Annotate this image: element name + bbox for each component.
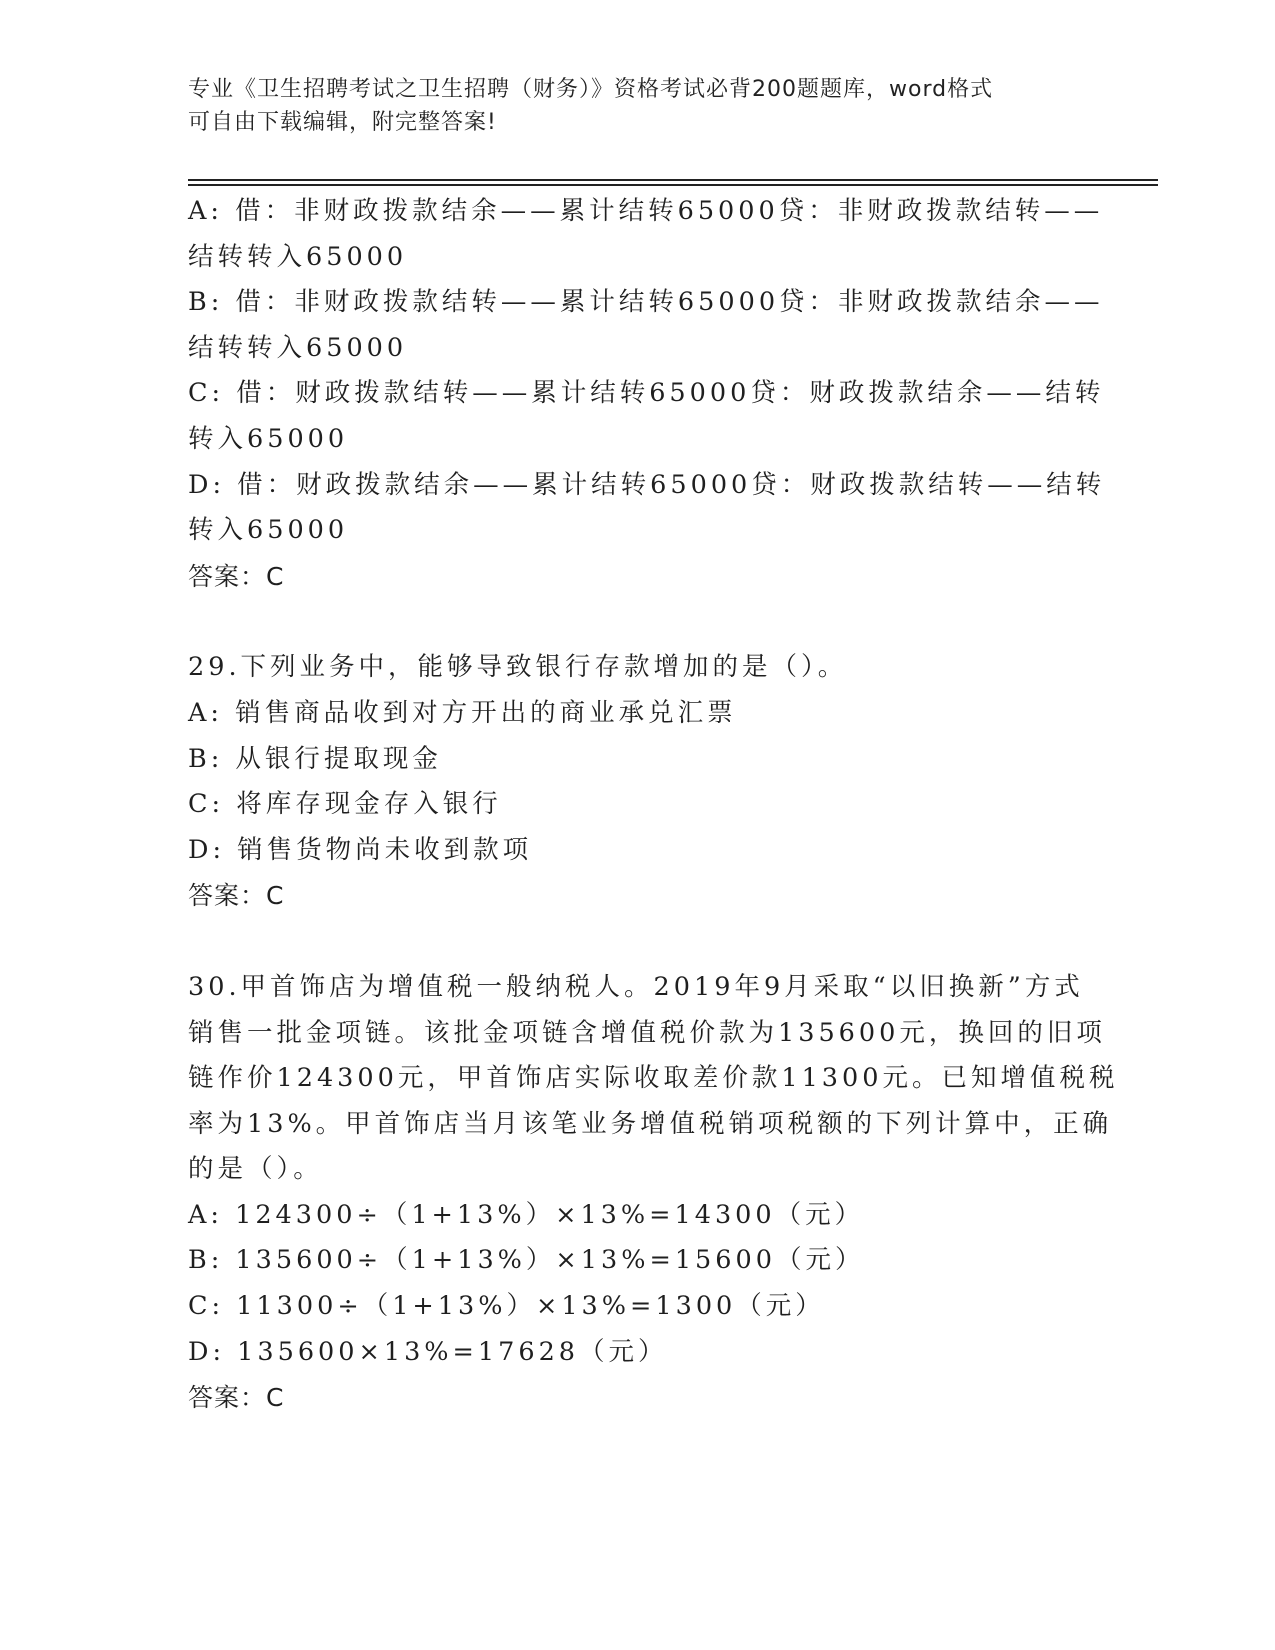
q30-option-b: B: 135600÷（1+13%）×13%=15600（元） xyxy=(188,1245,865,1276)
q30-option-c: C: 11300÷（1+13%）×13%=1300（元） xyxy=(188,1291,825,1322)
q29-option-d: D: 销售货物尚未收到款项 xyxy=(188,834,533,865)
q30-stem-line-1: 30.甲首饰店为增值税一般纳税人。2019年9月采取“以旧换新”方式 xyxy=(188,971,1084,1002)
q29-option-b: B: 从银行提取现金 xyxy=(188,743,442,774)
question-30 xyxy=(188,965,1119,1421)
spacer xyxy=(188,599,1088,645)
q28-option-d-line-2: 转入65000 xyxy=(188,515,349,546)
q28-option-c-line-1: C: 借：财政拨款结转——累计结转65000贷：财政拨款结余——结转 xyxy=(188,378,1105,409)
q28-option-a-line-1: A: 借：非财政拨款结余——累计结转65000贷：非财政拨款结转—— xyxy=(188,196,1104,226)
document-header xyxy=(188,73,1088,139)
q30-stem-line-3: 链作价124300元，甲首饰店实际收取差价款11300元。已知增值税税 xyxy=(188,1063,1119,1094)
q30-option-a: A: 124300÷（1+13%）×13%=14300（元） xyxy=(188,1199,865,1230)
header-divider-top xyxy=(188,179,1158,181)
q28-option-a-line-2: 结转转入65000 xyxy=(188,241,408,272)
q30-stem-line-2: 销售一批金项链。该批金项链含增值税价款为135600元，换回的旧项 xyxy=(188,1017,1106,1048)
q28-option-c-line-2: 转入65000 xyxy=(188,423,349,454)
question-29 xyxy=(188,645,1088,919)
header-divider-bottom xyxy=(188,184,1158,186)
header-title-line-2: 可自由下载编辑，附完整答案! xyxy=(188,110,497,135)
q30-stem-line-4: 率为13%。甲首饰店当月该笔业务增值税销项税额的下列计算中，正确 xyxy=(188,1108,1113,1139)
q29-stem: 29.下列业务中，能够导致银行存款增加的是（）。 xyxy=(188,652,848,683)
header-title-line-1: 专业《卫生招聘考试之卫生招聘（财务）》资格考试必背200题题库，word格式 xyxy=(188,77,994,102)
q29-option-a: A: 销售商品收到对方开出的商业承兑汇票 xyxy=(188,697,737,728)
question-28-options xyxy=(188,189,1106,599)
spacer xyxy=(188,919,1088,965)
q30-stem-line-5: 的是（）。 xyxy=(188,1154,323,1185)
q29-answer: 答案：C xyxy=(188,881,285,911)
q28-option-b-line-2: 结转转入65000 xyxy=(188,332,408,363)
q28-option-b-line-1: B: 借：非财政拨款结转——累计结转65000贷：非财政拨款结余—— xyxy=(188,287,1104,318)
q28-answer: 答案：C xyxy=(188,561,285,591)
q28-option-d-line-1: D: 借：财政拨款结余——累计结转65000贷：财政拨款结转——结转 xyxy=(188,469,1106,500)
q30-option-d: D: 135600×13%=17628（元） xyxy=(188,1336,668,1367)
q29-option-c: C: 将库存现金存入银行 xyxy=(188,789,502,820)
q30-answer: 答案：C xyxy=(188,1383,285,1413)
document-body xyxy=(188,189,1119,1421)
